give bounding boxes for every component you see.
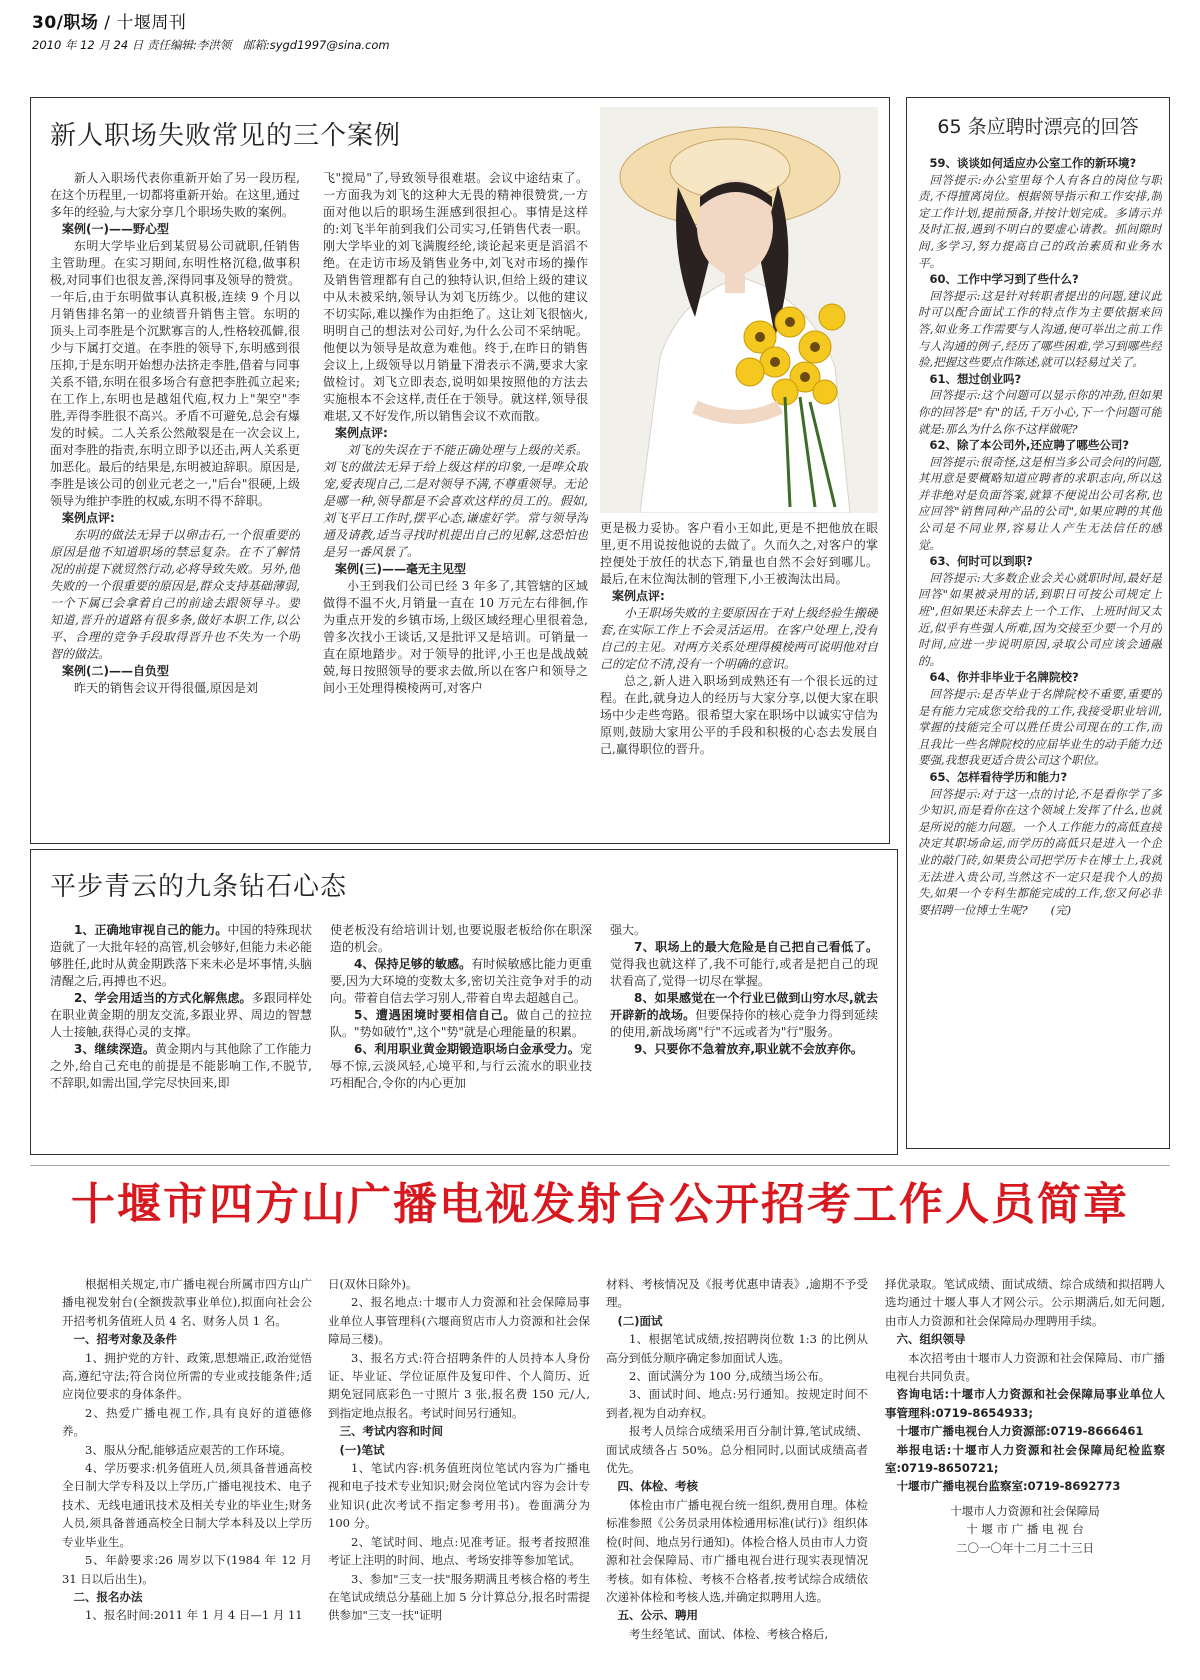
header-separator: / <box>98 13 117 33</box>
announcement-contact: 咨询电话:十堰市人力资源和社会保障局事业单位人事管理科:0719-8654933; <box>885 1387 1165 1420</box>
article-diamond-mindsets-col1 <box>50 922 312 1147</box>
case-comment-heading: 案例点评: <box>62 511 115 525</box>
sidebar-title: 65 条应聘时漂亮的回答 <box>937 116 1139 138</box>
sidebar-answer: 回答提示:对于这一点的讨论,不是看你学了多少知识,而是看你在这个领域上发挥了什么,也就是所说的能力问题。一个人工作能力的高低直接决定其职场命运,而学历的高低只是进入一个企业的敲门砖,如果贵公司把学历卡在博士上,我就无法进入贵公司,当然这不一定只是我个人的损失,如果一个专科生都能完成的工作,您又何必非要招聘一位博士生呢? (完) <box>918 786 1162 917</box>
sidebar-question: 63、何时可以到职? <box>929 554 1033 569</box>
page-header <box>32 8 732 53</box>
case-comment-heading: 案例点评: <box>612 589 665 603</box>
announcement-heading: 四、体检、考核 <box>617 1479 698 1494</box>
article-failure-cases-col2 <box>323 170 588 830</box>
announcement-paragraph: 2、热爱广播电视工作,具有良好的道德修养。 <box>62 1405 312 1439</box>
article-failure-cases-col3 <box>600 520 878 830</box>
announcement-paragraph: 3、面试时间、地点:另行通知。按规定时间不到者,视为自动弃权。 <box>606 1387 868 1420</box>
paragraph: 小王到我们公司已经 3 年多了,其管辖的区域做得不温不火,月销量一直在 10 万元左右徘徊,作为重点开发的乡镇市场,上级区域经理心里很着急,曾多次找小王谈话,又是批评又是培训。可销量一直在原地踏步。对于领导的批评,小王也是战战兢兢,每日按照领导的要求去做,所以在客户和领导之间小王处理得模棱两可,对客户 <box>323 579 588 695</box>
mindset-item <box>50 922 312 990</box>
announcement-heading: 三、考试内容和时间 <box>339 1424 443 1439</box>
paragraph: 东明大学毕业后到某贸易公司就职,任销售主管助理。在实习期间,东明性格沉稳,做事积极,对同事们也很友善,深得同事及领导的赞赏。一年后,由于东明做事认真积极,连续 9 个月以月销售排名第一的业绩晋升销售主管。东明的顶头上司李胜是个沉默寡言的人,性格较孤僻,很少与下属打交道。在李胜的领导下,东明感到很压抑,于是东明开始想办法挤走李胜,借着与同事关系不错,东明在很多场合有意把李胜孤立起来;在工作上,东明也是越俎代庖,权力上"架空"李胜,弄得李胜很不高兴。矛盾不可避免,总会有爆发的时候。二人关系公然敞裂是在一次会议上,面对李胜的指责,东明立即予以还击,两人关系更加恶化。最后的结果是,东明被迫辞职。原因是,李胜是该公司的创业元老之一,"后台"很硬,上级领导为维护李胜的权威,东明不得不辞职。 <box>50 239 300 508</box>
mindset-item <box>50 990 312 1041</box>
announcement-heading: 二、报名办法 <box>73 1589 143 1604</box>
article-diamond-mindsets-col2 <box>330 922 592 1147</box>
mindset-item-body: 但要保持你的核心竞争力得到延续的使用,新战场离"行"不远或者为"行"服务。 <box>610 1008 878 1039</box>
case-heading: 案例(一)——野心型 <box>62 222 169 236</box>
paragraph: 昨天的销售会议开得很僵,原因是刘 <box>74 681 258 695</box>
paragraph: 新人入职场代表你重新开始了另一段历程,在这个历程里,一切都将重新开始。在这里,通过多年的经验,与大家分享几个职场失败的案例。 <box>50 171 300 219</box>
announcement-heading: (一)笔试 <box>339 1442 385 1457</box>
section-name: 职场 <box>63 13 99 33</box>
sidebar-question: 65、怎样看待学历和能力? <box>929 769 1068 784</box>
announcement-contact: 十堰市广播电视台监察室:0719-8692773 <box>896 1479 1121 1494</box>
page-date-editor: 2010 年 12 月 24 日 责任编辑:李洪领 邮箱:sygd1997@sina.com <box>32 38 390 52</box>
woman-with-sunflowers-photo <box>600 107 878 513</box>
sidebar-question: 59、谈谈如何适应办公室工作的新环境? <box>929 156 1137 170</box>
page-number: 30/ <box>32 13 64 33</box>
announcement-paragraph: 体检由市广播电视台统一组织,费用自理。体检标准参照《公务员录用体检通用标准(试行)》组织体检(时间、地点另行通知)。体检合格人员由市人力资源和社会保障局、市广播电视台进行现实表现情况考核。如有体检、考核不合格者,按考试综合成绩依次递补体检和考核人选,并确定拟聘用人选。 <box>606 1497 868 1604</box>
mindset-item-title: 7、职场上的最大危险是自己把自己看低了。 <box>634 940 878 954</box>
mindset-item-title: 2、学会用适当的方式化解焦虑。 <box>74 991 252 1005</box>
sidebar-question: 64、你并非毕业于名牌院校? <box>929 670 1079 685</box>
mindset-item-title: 3、继续深造。 <box>74 1042 155 1056</box>
mindset-item-body: 黄金期内与其他除了工作能力之外,给自己充电的前提是不能影响工作,不脱节,不辞职,如需出国,学完尽快回来,即 <box>50 1042 312 1090</box>
case-heading: 案例(二)——自负型 <box>62 664 169 678</box>
mindset-item-body: 使老板没有给培训计划,也要说服老板给你在职深造的机会。 <box>330 923 592 954</box>
announcement-heading: (二)面试 <box>617 1313 663 1328</box>
announcement-paragraph: 3、报名方式:符合招聘条件的人员持本人身份证、毕业证、学位证原件及复印件、个人简历、近期免冠同底彩色一寸照片 3 张,报名费 150 元/人,到指定地点报名。考试时间另行通知。 <box>328 1350 590 1420</box>
announcement-paragraph: 2、笔试时间、地点:见准考证。报考者按照准考证上注明的时间、地点、考场安排等参加笔试。 <box>328 1534 590 1568</box>
announcement-heading: 六、组织领导 <box>896 1332 966 1347</box>
announcement-signature: 十堰市人力资源和社会保障局 <box>950 1503 1100 1518</box>
announcement-contact: 十堰市广播电视台人力资源部:0719-8666461 <box>896 1424 1144 1439</box>
announcement-title: 十堰市四方山广播电视发射台公开招考工作人员简章 <box>71 1179 1129 1230</box>
article-diamond-mindsets-title: 平步青云的九条钻石心态 <box>50 872 348 902</box>
sidebar-answer: 回答提示:这是针对转职者提出的问题,建议此时可以配合面试工作的特点作为主要依据来回答,如业务工作需要与人沟通,便可举出之前工作与人沟通的例子,经历了哪些困难,学习到哪些经验,把握这些要点作陈述,就可以轻易过关了。 <box>918 288 1162 370</box>
sidebar-answer: 回答提示:很奇怪,这是相当多公司会问的问题,其用意是要概略知道应聘者的求职志向,所以这并非绝对是负面答案,就算不便说出公司名称,也应回答"销售同种产品的公司",如果应聘的其他公司是不同业界,容易让人产生无法信任的感觉。 <box>918 454 1162 552</box>
mindset-item <box>330 1007 592 1041</box>
announcement-paragraph: 材料、考核情况及《报考优惠申请表》,逾期不予受理。 <box>606 1277 868 1310</box>
mindset-item-body: 强大。 <box>610 923 647 937</box>
announcement-paragraph: 择优录取。笔试成绩、面试成绩、综合成绩和拟招聘人选均通过十堰人事人才网公示。公示期满后,如无问题,由市人力资源和社会保障局办理聘用手续。 <box>885 1277 1165 1328</box>
announcement-paragraph: 本次招考由十堰市人力资源和社会保障局、市广播电视台共同负责。 <box>885 1350 1165 1384</box>
mindset-item <box>610 922 878 939</box>
announcement-paragraph: 根据相关规定,市广播电视台所属市四方山广播电视发射台(全额拨款事业单位),拟面向社会公开招考机务值班人员 4 名、财务人员 1 名。 <box>62 1277 312 1328</box>
announcement-paragraph: 1、拥护党的方针、政策,思想端正,政治觉悟高,遵纪守法;符合岗位所需的专业或技能条件;适应岗位要求的身体条件。 <box>62 1350 312 1402</box>
page-header-title <box>32 8 732 33</box>
announcement-paragraph: 1、根据笔试成绩,按招聘岗位数 1:3 的比例从高分到低分顺序确定参加面试人选。 <box>606 1332 868 1365</box>
mindset-item <box>330 956 592 1007</box>
announcement-paragraph: 1、报名时间:2011 年 1 月 4 日—1 月 11 <box>85 1608 303 1623</box>
sidebar-question: 61、想过创业吗? <box>929 371 1022 386</box>
sidebar-qa-list <box>918 155 1162 1140</box>
mindset-item-body: 觉得我也就这样了,我不可能行,或者是把自己的现状看高了,觉得一切尽在掌握。 <box>610 957 878 988</box>
announcement-col4 <box>885 1275 1165 1675</box>
announcement-paragraph: 报考人员综合成绩采用百分制计算,笔试成绩、面试成绩各占 50%。总分相同时,以面试成绩高者优先。 <box>606 1424 868 1476</box>
announcement-signature: 二〇一〇年十二月二十三日 <box>956 1540 1094 1555</box>
sidebar-question: 60、工作中学习到了些什么? <box>929 272 1079 287</box>
announcement-paragraph: 日(双休日除外)。 <box>328 1277 418 1291</box>
article-failure-cases-title: 新人职场失败常见的三个案例 <box>50 121 402 151</box>
case-comment-text: 刘飞的失误在于不能正确处理与上级的关系。刘飞的做法无异于给上级这样的印象,一是哗众取宠,爱表现自己,二是对领导不满,不尊重领导。无论是哪一种,领导都是不会喜欢这样的员工的。假如,刘飞平日工作时,摆平心态,谦虚好学。常与领导沟通及请教,适当寻找时机提出自己的见解,这恐怕也是另一番风景了。 <box>323 443 588 559</box>
announcement-heading: 五、公示、聘用 <box>617 1608 698 1623</box>
paragraph: 总之,新人进入职场到成熟还有一个很长远的过程。在此,就身边人的经历与大家分享,以便大家在职场中少走些弯路。很希望大家在职场中以诚实守信为原则,鼓励大家用公平的手段和积极的心态去发展自己,赢得职位的晋升。 <box>600 674 878 756</box>
announcement-paragraph: 4、学历要求:机务值班人员,须具备普通高校全日制大学专科及以上学历,广播电视技术、电子技术、无线电通讯技术及相关专业的毕业生;财务人员,须具备普通高校全日制大学本科及以上学历专业毕业生。 <box>62 1461 312 1549</box>
sidebar-question: 62、除了本公司外,还应聘了哪些公司? <box>929 438 1130 453</box>
mindset-item-title: 4、保持足够的敏感。 <box>354 957 472 971</box>
sidebar-answer: 回答提示:办公室里每个人有各自的岗位与职责,不得擅离岗位。根据领导指示和工作安排,制定工作计划,提前预备,并按计划完成。多请示并及时汇报,遇到不明白的要虚心请教。抓间隙时间,多学习,努力提高自己的政治素质和业务水平。 <box>918 172 1162 270</box>
mindset-item-title: 8、如果感觉在一个行业已做到山穷水尽,就去开辟新的战场。 <box>610 991 878 1022</box>
sidebar-answer: 回答提示:这个问题可以显示你的冲劲,但如果你的回答是"有"的话,千万小心,下一个问题可能就是:那么为什么你不这样做呢? <box>918 388 1162 436</box>
case-comment-text: 东明的做法无异于以卵击石,一个很重要的原因是他不知道职场的禁忌复杂。在不了解情况的前提下就贸然行动,必将导致失败。另外,他失败的一个很重要的原因是,群众支持基础薄弱,一个下属已会拿着自己的前途去跟领导斗。要知道,晋升的道路有很多条,做好本职工作,以公平、合理的竞争手段取得晋升也不失为一个明智的做法。 <box>50 528 300 661</box>
mindset-item <box>330 1041 592 1092</box>
case-comment-heading: 案例点评: <box>335 426 388 440</box>
announcement-paragraph: 3、参加"三支一扶"服务期满且考核合格的考生在笔试成绩总分基础上加 5 分计算总分,报名时需提供参加"三支一扶"证明 <box>328 1571 590 1623</box>
paper-name: 十堰周刊 <box>116 13 187 33</box>
mindset-item-title: 1、正确地审视自己的能力。 <box>74 923 228 937</box>
announcement-paragraph: 3、服从分配,能够适应艰苦的工作环境。 <box>85 1442 292 1457</box>
sidebar-answer: 回答提示:大多数企业会关心就职时间,最好是回答"如果被录用的话,到职日可按公司规定上班",但如果还未辞去上一个工作、上班时间又太近,似乎有些强人所难,因为交接至少要一个月的时间,应进一步说明原因,录取公司应该会通融的。 <box>918 570 1162 668</box>
mindset-item-body: 做自己的拉拉队。"势如破竹",这个"势"就是心理能量的积累。 <box>330 1008 592 1039</box>
mindset-item-body: 中国的特殊现状造就了一大批年轻的高管,机会够好,但能力未必能够胜任,此时从黄金期跌落下来未必是坏事情,头脑清醒之后,再搏也不迟。 <box>50 923 312 988</box>
case-comment-text: 小王职场失败的主要原因在于对上级经验生搬硬套,在实际工作上不会灵活运用。在客户处理上,没有自己的主见。对两方关系处理得模棱两可说明他对自己的定位不清,没有一个明确的意识。 <box>600 606 878 671</box>
mindset-item <box>50 1041 312 1092</box>
section-divider <box>30 1165 1170 1166</box>
article-failure-cases-col1 <box>50 170 300 830</box>
paragraph: 更是极力妥协。客户看小王如此,更是不把他放在眼里,更不用说按他说的去做了。久而久之,对客户的掌控便处于放任的状态下,销量也自然不会好到哪儿。最后,在末位淘汰制的管理下,小王被淘汰出局。 <box>600 521 878 586</box>
mindset-item-body: 有时候敏感比能力更重要,因为大环境的变数太多,密切关注竞争对手的动向。带着自信去学习别人,带着自卑去超越自己。 <box>330 957 592 1005</box>
case-heading: 案例(三)——毫无主见型 <box>335 562 466 576</box>
announcement-col2 <box>328 1275 590 1675</box>
announcement-col3 <box>606 1275 868 1675</box>
announcement-heading: 一、招考对象及条件 <box>73 1332 177 1347</box>
announcement-signature: 十 堰 市 广 播 电 视 台 <box>966 1522 1084 1537</box>
paragraph: 飞"搅局"了,导致领导很难堪。会议中途结束了。一方面我为刘飞的这种大无畏的精神很赞赏,一方面对他以后的职场生涯感到很担心。事情是这样的:刘飞半年前到我们公司实习,任销售代表一职。刚大学毕业的刘飞满腹经纶,谈论起来更是滔滔不绝。在走访市场及销售业务中,刘飞对市场的操作及销售管理都有自己的独特认识,但给上级的建议中从未被采纳,领导认为刘飞历练少。以他的建议不切实际,难以操作为由拒绝了。这让刘飞很恼火,明明自己的想法对公司好,为什么公司不采纳呢。他便以为领导是故意为难他。终于,在昨日的销售会议上,上级领导以月销量下滑表示不满,要求大家做检讨。刘飞立即表态,说明如果按照他的方法去实施根本不会这样,责任在于领导。就这样,领导很难堪,又不好发作,所以销售会议不欢而散。 <box>323 171 588 423</box>
mindset-item-body: 宠辱不惊,云淡风轻,心境平和,与行云流水的职业技巧相配合,令你的内心更加 <box>330 1042 592 1090</box>
mindset-item <box>610 939 878 990</box>
mindset-item <box>610 1041 878 1058</box>
mindset-item <box>610 990 878 1041</box>
announcement-paragraph: 2、面试满分为 100 分,成绩当场公布。 <box>629 1369 831 1384</box>
announcement-col1 <box>62 1275 312 1675</box>
mindset-item-title: 9、只要你不急着放弃,职业就不会放弃你。 <box>634 1042 863 1056</box>
article-diamond-mindsets-col3 <box>610 922 878 1147</box>
announcement-paragraph: 2、报名地点:十堰市人力资源和社会保障局事业单位人事管理科(六堰商贸店市人力资源和社会保障局三楼)。 <box>328 1295 590 1347</box>
mindset-item-title: 6、利用职业黄金期锻造职场白金承受力。 <box>354 1042 580 1056</box>
mindset-item-title: 5、遭遇困境时要相信自己。 <box>354 1008 517 1022</box>
mindset-item <box>330 922 592 956</box>
announcement-paragraph: 5、年龄要求:26 周岁以下(1984 年 12 月 31 日以后出生)。 <box>62 1553 312 1586</box>
announcement-paragraph: 1、笔试内容:机务值班岗位笔试内容为广播电视和电子技术专业知识;财会岗位笔试内容为会计专业知识(此次考试不指定参考用书)。卷面满分为 100 分。 <box>328 1461 590 1531</box>
sidebar-answer: 回答提示:是否毕业于名牌院校不重要,重要的是有能力完成您交给我的工作,我接受职业培训,掌握的技能完全可以胜任贵公司现在的工作,而且我比一些名牌院校的应届毕业生的动手能力还要强,我想我更适合贵公司这个职位。 <box>918 687 1162 768</box>
announcement-contact: 举报电话:十堰市人力资源和社会保障局纪检监察室:0719-8650721; <box>885 1442 1165 1476</box>
mindset-item-body: 多跟同样处在职业黄金期的朋友交流,多跟业界、周边的智慧人士接触,获得心灵的支撑。 <box>50 991 312 1039</box>
announcement-paragraph: 考生经笔试、面试、体检、考核合格后, <box>629 1626 829 1641</box>
photo-woman-with-sunflowers-icon <box>600 107 878 513</box>
